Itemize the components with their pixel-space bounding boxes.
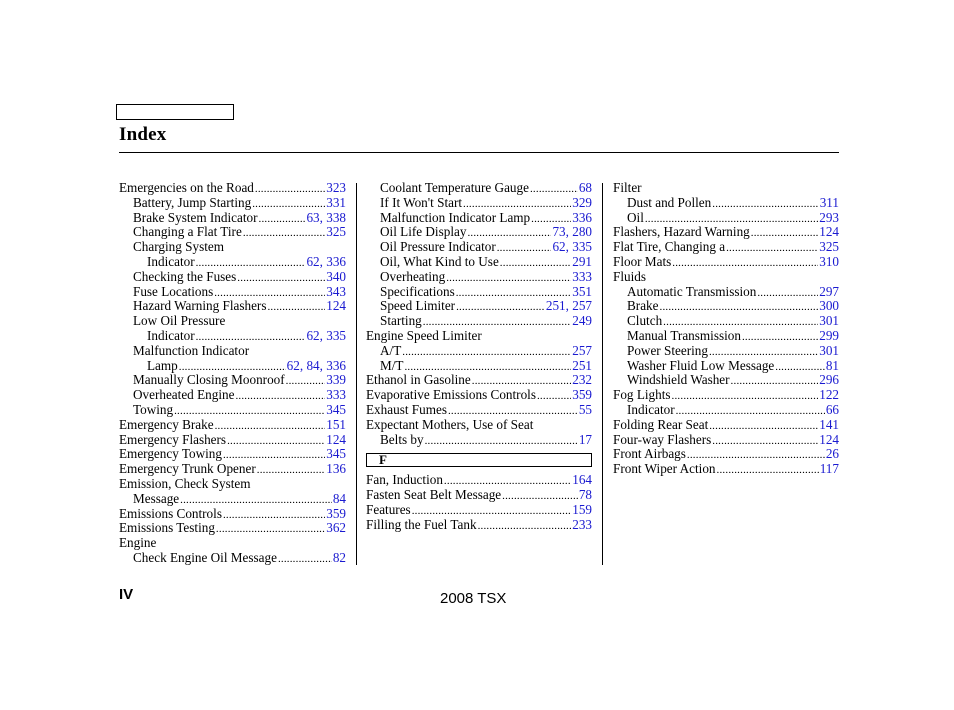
index-entry-label: A/T: [380, 342, 402, 358]
index-entry-label: Speed Limiter: [380, 298, 456, 314]
dot-leader: [267, 300, 325, 315]
index-entry: [613, 418, 839, 433]
page-reference-link[interactable]: 297: [819, 283, 839, 299]
index-entry: [119, 551, 346, 566]
dot-leader: [775, 360, 825, 375]
page-reference-link[interactable]: 122: [819, 387, 839, 403]
index-entry: [613, 211, 839, 226]
index-entry: [119, 492, 346, 507]
dot-leader: [731, 374, 819, 389]
page-reference-link[interactable]: 62, 335: [552, 239, 592, 255]
index-entry: [366, 473, 592, 488]
dot-leader: [757, 286, 818, 301]
index-entry-label: Message: [133, 490, 180, 506]
index-entry-label: Front Airbags: [613, 446, 686, 462]
page-number: IV: [119, 586, 134, 603]
index-entry-label: Emergency Brake: [119, 416, 214, 432]
dot-leader: [751, 226, 818, 241]
page-reference-link[interactable]: 62, 84, 336: [286, 357, 346, 373]
index-entry: [366, 403, 592, 418]
index-entry-label: Flat Tire, Changing a: [613, 239, 726, 255]
index-entry-label: Fog Lights: [613, 387, 671, 403]
index-entry: [119, 196, 346, 211]
dot-leader: [216, 522, 325, 537]
dot-leader: [717, 463, 819, 478]
index-entry-label: Power Steering: [627, 342, 708, 358]
index-entry: [366, 225, 592, 240]
dot-leader: [712, 197, 818, 212]
index-entry: [119, 507, 346, 522]
index-entry-label: Starting: [380, 313, 422, 329]
page-reference-link[interactable]: 233: [572, 516, 592, 532]
index-entry-label: Ethanol in Gasoline: [366, 372, 471, 388]
index-entry-label: Battery, Jump Starting: [133, 194, 252, 210]
index-entry-label: Fuse Locations: [133, 283, 214, 299]
index-entry: [613, 462, 839, 477]
index-entry: [613, 225, 839, 240]
page-reference-link[interactable]: 345: [326, 401, 346, 417]
index-entry-label: Checking the Fuses: [133, 268, 237, 284]
page-reference-link[interactable]: 73, 280: [552, 224, 592, 240]
dot-leader: [237, 271, 325, 286]
index-column-1: [119, 181, 346, 566]
index-entry: [613, 388, 839, 403]
dot-leader: [259, 212, 306, 227]
index-entry: [613, 240, 839, 255]
index-entry-label: Fan, Induction: [366, 472, 443, 488]
dot-leader: [446, 271, 571, 286]
dot-leader: [243, 226, 325, 241]
page-reference-link[interactable]: 300: [819, 298, 839, 314]
dot-leader: [235, 389, 325, 404]
index-entry-label: Oil, What Kind to Use: [380, 253, 499, 269]
index-entry: [366, 314, 592, 329]
page-reference-link[interactable]: 257: [572, 342, 592, 358]
index-entry-label: Changing a Flat Tire: [133, 224, 242, 240]
page-reference-link[interactable]: 323: [326, 180, 346, 195]
page-reference-link[interactable]: 117: [819, 461, 839, 477]
page-reference-link[interactable]: 299: [819, 327, 839, 343]
dot-leader: [215, 419, 326, 434]
dot-leader: [402, 345, 571, 360]
index-entry-label: Filling the Fuel Tank: [366, 516, 477, 532]
index-entry-label: Specifications: [380, 283, 455, 299]
index-entry-label: Washer Fluid Low Message: [627, 357, 775, 373]
page-reference-link[interactable]: 339: [326, 372, 346, 388]
dot-leader: [712, 434, 818, 449]
index-entry: [366, 359, 592, 374]
index-entry: [119, 270, 346, 285]
page-reference-link[interactable]: 331: [326, 194, 346, 210]
index-entry-label: Manual Transmission: [627, 327, 741, 343]
index-entry-label: Coolant Temperature Gauge: [380, 180, 529, 195]
index-entry-label: Check Engine Oil Message: [133, 549, 277, 565]
index-entry-label: Flashers, Hazard Warning: [613, 224, 750, 240]
index-heading: Expectant Mothers, Use of Seat: [366, 416, 534, 432]
section-letter-heading: F: [366, 453, 592, 467]
page-reference-link[interactable]: 136: [326, 461, 346, 477]
dot-leader: [257, 463, 325, 478]
dot-leader: [255, 182, 325, 197]
page-reference-link[interactable]: 232: [572, 372, 592, 388]
dot-leader: [223, 508, 325, 523]
page-reference-link[interactable]: 343: [326, 283, 346, 299]
page-reference-link[interactable]: 141: [819, 416, 839, 432]
index-column-2: [366, 181, 592, 533]
index-entry: [119, 521, 346, 536]
index-heading: Charging System: [133, 239, 224, 255]
index-entry-label: Features: [366, 501, 411, 517]
index-entry-label: Floor Mats: [613, 253, 672, 269]
index-entry: [119, 447, 346, 462]
index-entry: [613, 285, 839, 300]
index-entry: [119, 211, 346, 226]
page-reference-link[interactable]: 62, 335: [306, 327, 346, 343]
index-heading: Engine: [119, 535, 157, 551]
index-entry: [366, 181, 592, 196]
index-entry-label: Fasten Seat Belt Message: [366, 487, 502, 503]
dot-leader: [500, 256, 571, 271]
index-entry: [119, 255, 346, 270]
index-entry: [613, 447, 839, 462]
column-divider-1: [356, 183, 357, 565]
index-entry: [119, 462, 346, 477]
page-reference-link[interactable]: 251: [572, 357, 592, 373]
index-entry-label: Indicator: [147, 327, 195, 343]
page-reference-link[interactable]: 359: [572, 387, 592, 403]
index-entry: [366, 344, 592, 359]
index-heading: Low Oil Pressure: [133, 313, 226, 329]
page-reference-link[interactable]: 325: [326, 224, 346, 240]
index-entry: [366, 488, 592, 503]
dot-leader: [497, 241, 552, 256]
dot-leader: [660, 300, 819, 315]
dot-leader: [530, 182, 578, 197]
dot-leader: [425, 434, 578, 449]
page-title: Index: [119, 124, 167, 145]
index-entry: [119, 299, 346, 314]
index-entry-label: Lamp: [147, 357, 178, 373]
page-reference-link[interactable]: 62, 336: [306, 253, 346, 269]
page-reference-link[interactable]: 249: [572, 313, 592, 329]
title-divider: [119, 152, 839, 153]
index-entry: [119, 329, 346, 344]
index-entry: [613, 359, 839, 374]
index-entry: [119, 418, 346, 433]
page-reference-link[interactable]: 359: [326, 505, 346, 521]
dot-leader: [502, 489, 578, 504]
index-heading: Fluids: [613, 268, 646, 284]
index-heading: Engine Speed Limiter: [366, 327, 482, 343]
index-entry-label: Belts by: [380, 431, 424, 447]
index-entry: [366, 388, 592, 403]
index-entry: [119, 181, 346, 196]
index-entry: [366, 255, 592, 270]
page-reference-link[interactable]: 333: [572, 268, 592, 284]
index-entry: [613, 314, 839, 329]
page-reference-link[interactable]: 164: [572, 472, 592, 488]
column-divider-2: [602, 183, 603, 565]
page-reference-link[interactable]: 325: [819, 239, 839, 255]
index-entry-label: Oil: [627, 209, 644, 225]
index-entry-label: Emergency Flashers: [119, 431, 227, 447]
page-reference-link[interactable]: 340: [326, 268, 346, 284]
index-entry-label: Overheating: [380, 268, 446, 284]
index-entry-label: Oil Pressure Indicator: [380, 239, 496, 255]
page-reference-link[interactable]: 345: [326, 446, 346, 462]
index-entry: [613, 344, 839, 359]
index-entry-label: Emergencies on the Road: [119, 180, 254, 195]
index-entry-label: Indicator: [147, 253, 195, 269]
index-entry: [366, 433, 592, 448]
section-tab-box: [116, 104, 234, 120]
dot-leader: [286, 374, 326, 389]
index-entry-label: Indicator: [627, 401, 675, 417]
index-entry-label: Overheated Engine: [133, 387, 235, 403]
index-entry-label: Malfunction Indicator Lamp: [380, 209, 531, 225]
page-reference-link[interactable]: 311: [819, 194, 839, 210]
page-reference-link[interactable]: 351: [572, 283, 592, 299]
index-entry: [119, 225, 346, 240]
page-reference-link[interactable]: 55: [578, 401, 592, 417]
index-entry: [366, 299, 592, 314]
page-reference-link[interactable]: 333: [326, 387, 346, 403]
index-entry-label: Emergency Trunk Opener: [119, 461, 256, 477]
index-entry-label: Oil Life Display: [380, 224, 467, 240]
page-reference-link[interactable]: 124: [326, 431, 346, 447]
index-entry-label: If It Won't Start: [380, 194, 463, 210]
index-entry-label: Dust and Pollen: [627, 194, 712, 210]
page-reference-link[interactable]: 310: [819, 253, 839, 269]
page-reference-link[interactable]: 296: [819, 372, 839, 388]
index-entry-label: Emergency Towing: [119, 446, 222, 462]
page-reference-link[interactable]: 124: [326, 298, 346, 314]
page-reference-link[interactable]: 66: [825, 401, 839, 417]
index-entry: [119, 285, 346, 300]
footer-model: 2008 TSX: [440, 590, 507, 607]
index-entry: [366, 285, 592, 300]
index-entry-label: Front Wiper Action: [613, 461, 716, 477]
page-reference-link[interactable]: 78: [578, 487, 592, 503]
index-entry-label: Emissions Testing: [119, 520, 215, 536]
dot-leader: [742, 330, 818, 345]
dot-leader: [278, 552, 332, 567]
index-entry: [119, 403, 346, 418]
index-entry-label: Windshield Washer: [627, 372, 730, 388]
index-entry: [119, 359, 346, 374]
page-reference-link[interactable]: 63, 338: [306, 209, 346, 225]
dot-leader: [672, 256, 818, 271]
page-reference-link[interactable]: 362: [326, 520, 346, 536]
index-entry-label: Automatic Transmission: [627, 283, 757, 299]
index-entry-label: Clutch: [627, 313, 663, 329]
dot-leader: [726, 241, 818, 256]
index-entry-label: Manually Closing Moonroof: [133, 372, 285, 388]
index-entry: [613, 433, 839, 448]
page-reference-link[interactable]: 329: [572, 194, 592, 210]
index-entry-label: Emissions Controls: [119, 505, 222, 521]
index-heading: Filter: [613, 180, 642, 195]
index-entry-label: Brake: [627, 298, 659, 314]
page-reference-link[interactable]: 336: [572, 209, 592, 225]
index-entry: [613, 255, 839, 270]
index-entry-label: Exhaust Fumes: [366, 401, 447, 417]
page-reference-link[interactable]: 17: [578, 431, 592, 447]
index-entry: [613, 329, 839, 344]
index-entry: [366, 211, 592, 226]
index-heading: Emission, Check System: [119, 475, 251, 491]
page-reference-link[interactable]: 84: [332, 490, 346, 506]
index-entry-label: Four-way Flashers: [613, 431, 712, 447]
index-entry: [366, 196, 592, 211]
page-reference-link[interactable]: 26: [825, 446, 839, 462]
index-entry: [366, 518, 592, 533]
index-entry: [119, 373, 346, 388]
page-reference-link[interactable]: 151: [326, 416, 346, 432]
index-entry: [613, 373, 839, 388]
dot-leader: [709, 419, 818, 434]
index-entry: [366, 240, 592, 255]
index-entry: [366, 503, 592, 518]
index-entry: [366, 270, 592, 285]
page-reference-link[interactable]: 301: [819, 342, 839, 358]
index-entry-label: Evaporative Emissions Controls: [366, 387, 536, 403]
dot-leader: [537, 389, 571, 404]
index-entry: [119, 433, 346, 448]
index-entry: [119, 388, 346, 403]
page-reference-link[interactable]: 124: [819, 431, 839, 447]
dot-leader: [672, 389, 819, 404]
dot-leader: [478, 519, 572, 534]
dot-leader: [227, 434, 325, 449]
index-entry-label: Towing: [133, 401, 174, 417]
page-reference-link[interactable]: 82: [332, 549, 346, 565]
index-entry: [613, 403, 839, 418]
page-reference-link[interactable]: 291: [572, 253, 592, 269]
index-entry-label: Hazard Warning Flashers: [133, 298, 267, 314]
page-reference-link[interactable]: 301: [819, 313, 839, 329]
index-heading: Malfunction Indicator: [133, 342, 250, 358]
index-entry: [366, 373, 592, 388]
index-column-3: [613, 181, 839, 477]
index-entry: [613, 196, 839, 211]
page-reference-link[interactable]: 293: [819, 209, 839, 225]
page-reference-link[interactable]: 68: [578, 180, 592, 195]
index-entry-label: Folding Rear Seat: [613, 416, 709, 432]
index-entry: [613, 299, 839, 314]
page-reference-link[interactable]: 251, 257: [545, 298, 592, 314]
index-entry-label: M/T: [380, 357, 404, 373]
page-reference-link[interactable]: 124: [819, 224, 839, 240]
page-reference-link[interactable]: 81: [825, 357, 839, 373]
page-reference-link[interactable]: 159: [572, 501, 592, 517]
dot-leader: [456, 300, 545, 315]
index-entry-label: Brake System Indicator: [133, 209, 258, 225]
